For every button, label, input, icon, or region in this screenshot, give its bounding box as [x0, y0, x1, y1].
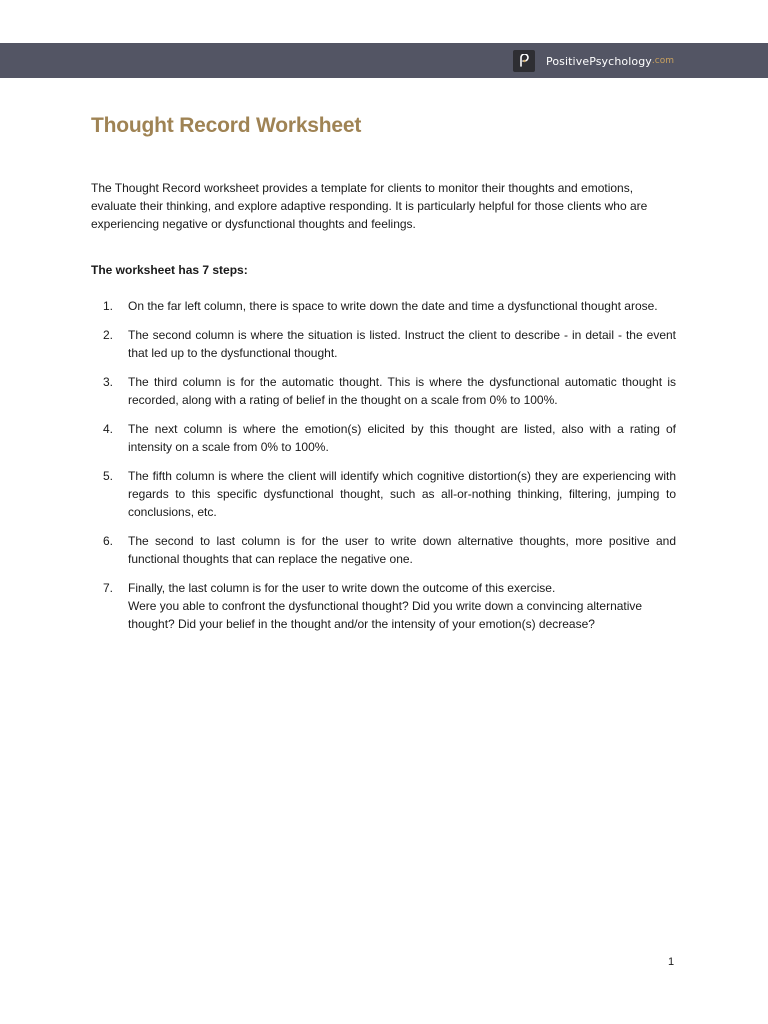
brand-name: PositivePsychology	[545, 54, 652, 68]
step-text: The second column is where the situation is listed. Instruct the client to describe - in detail - the event that led up to the dysfunctional thought.	[128, 328, 676, 360]
brand[interactable]	[513, 50, 674, 72]
step-text: On the far left column, there is space to write down the date and time a dysfunctional thought arose.	[128, 299, 658, 313]
brand-suffix: .com	[651, 56, 674, 66]
step-number: 5.	[102, 469, 113, 483]
list-item	[91, 420, 676, 456]
step-text: The second to last column is for the user to write down alternative thoughts, more positive and functional thoughts that can replace the negative one.	[128, 534, 676, 566]
page-title: Thought Record Worksheet	[91, 114, 362, 137]
step-number: 2.	[102, 328, 113, 342]
step-number: 7.	[102, 581, 113, 595]
steps-heading: The worksheet has 7 steps:	[91, 263, 248, 277]
header-bar	[0, 43, 768, 78]
step-text: The fifth column is where the client will identify which cognitive distortion(s) they are experiencing with regards to this specific dysfunctional thought, such as all-or-nothing thinking, filtering, jumping to conclusions, etc.	[128, 469, 676, 519]
steps-list	[91, 297, 676, 644]
list-item	[91, 532, 676, 568]
p-logo-icon	[513, 50, 535, 72]
step-text: Finally, the last column is for the user to write down the outcome of this exercise.	[128, 581, 556, 595]
intro-paragraph: The Thought Record worksheet provides a template for clients to monitor their thoughts and emotions, evaluate their thinking, and explore adaptive responding. It is particularly helpful for those clients who are experiencing negative or dysfunctional thoughts and feelings.	[91, 181, 648, 231]
step-number: 6.	[102, 534, 113, 548]
step-number: 1.	[102, 299, 113, 313]
page-number: 1	[668, 956, 675, 968]
step-text-container	[128, 579, 676, 633]
list-item	[91, 467, 676, 521]
list-item	[91, 579, 676, 633]
step-text-continued: Were you able to confront the dysfunctional thought? Did you write down a convincing alternative thought? Did your belief in the thought and/or the intensity of your emotion(s) decrease?	[128, 599, 643, 631]
list-item	[91, 326, 676, 362]
step-text: The third column is for the automatic thought. This is where the dysfunctional automatic thought is recorded, along with a rating of belief in the thought on a scale from 0% to 100%.	[128, 375, 676, 407]
step-number: 4.	[102, 422, 113, 436]
step-text: The next column is where the emotion(s) elicited by this thought are listed, also with a rating of intensity on a scale from 0% to 100%.	[128, 422, 676, 454]
step-number: 3.	[102, 375, 113, 389]
list-item	[91, 297, 676, 315]
list-item	[91, 373, 676, 409]
